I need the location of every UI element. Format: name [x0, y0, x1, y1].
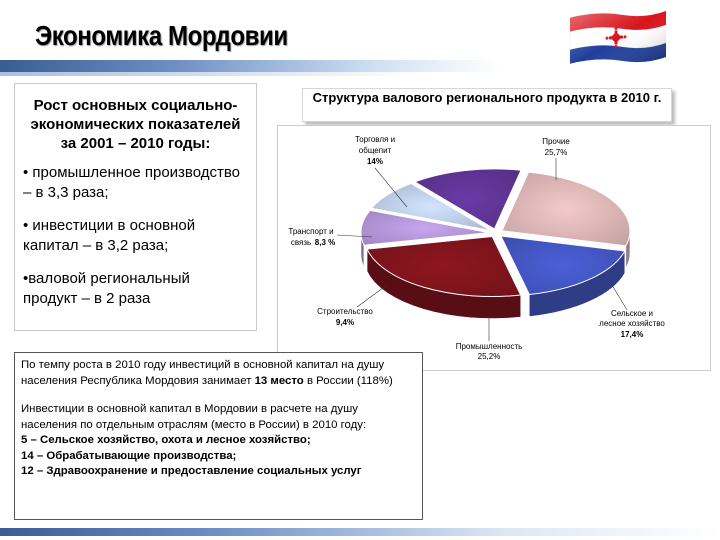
investment-paragraph-2: [21, 402, 416, 480]
sector-rank-healthcare: 12 – Здравоохранение и предоставление социальных услуг: [21, 465, 362, 477]
label-agri-name-1: Сельское и: [611, 309, 653, 318]
investment-info-panel: [14, 352, 423, 520]
investment-rank-tail: в России (118%): [306, 374, 393, 387]
growth-item-grp: •валовой региональный продукт – в 2 раза: [23, 270, 190, 307]
investment-paragraph-1: [21, 358, 416, 389]
label-agri-value: 17,4%: [620, 330, 644, 339]
header-stripe: [0, 60, 500, 72]
label-other-value: 25,7%: [544, 148, 568, 157]
investment-rank-text: По темпу роста в 2010 году инвестиций в основной капитал на душу населения Республика Мордовия занимает: [21, 359, 385, 387]
investment-sector-intro: Инвестиции в основной капитал в Мордовии в расчете на душу населения по отдельным отраслям (место в России) в 2010 году:: [21, 403, 367, 431]
pie-layer: [361, 169, 630, 319]
label-transport-name-2: связь: [290, 238, 312, 247]
label-agri-name-2: лесное хозяйство: [599, 319, 665, 328]
leader-agri: [612, 285, 627, 310]
investment-rank-value: 13 место: [254, 374, 304, 387]
label-industry-value: 25,2%: [477, 352, 501, 361]
pie-slice-0: [502, 172, 630, 246]
footer-stripe: [0, 528, 720, 536]
growth-heading: Рост основных социально-экономических показателей за 2001 – 2010 годы:: [30, 97, 241, 152]
leader-construction: [357, 285, 387, 307]
chart-title: Структура валового регионального продукта в 2010 г.: [302, 88, 672, 122]
label-transport-value: 8,3 %: [314, 238, 336, 247]
page-title: Экономика Мордовии: [35, 20, 288, 51]
label-trade-name-1: Торговля и: [354, 135, 396, 144]
header-stripe-thin: [0, 72, 420, 76]
label-other-name: Прочие: [542, 137, 570, 146]
growth-indicators-panel: [14, 83, 257, 331]
label-construction-value: 9,4%: [335, 318, 355, 327]
growth-item-investment: • инвестиции в основной капитал – в 3,2 раза;: [23, 217, 196, 254]
sector-rank-agriculture: 5 – Сельское хозяйство, охота и лесное хозяйство;: [21, 434, 311, 446]
label-trade-name-2: общепит: [358, 146, 392, 155]
pie-chart: [277, 125, 711, 371]
growth-item-industry: • промышленное производство – в 3,3 раза;: [23, 164, 241, 201]
label-transport-name-1: Транспорт и: [288, 227, 334, 236]
label-trade-value: 14%: [366, 157, 384, 166]
mordovia-flag-icon: [566, 8, 666, 66]
label-construction-name: Строительство: [317, 307, 373, 316]
sector-rank-manufacturing: 14 – Обрабатывающие производства;: [21, 449, 237, 462]
label-industry-name: Промышленность: [455, 342, 523, 351]
